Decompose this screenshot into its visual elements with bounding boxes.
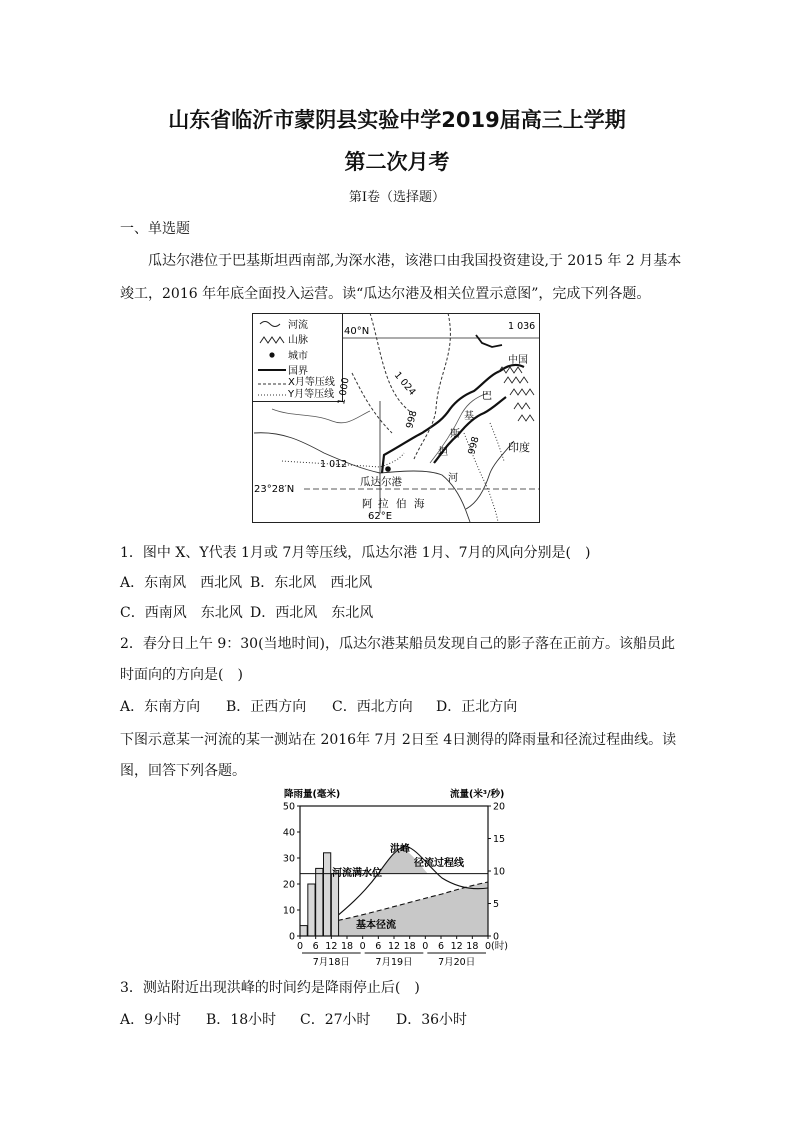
- legend-y-isobar: Y月等压线: [288, 389, 335, 400]
- passage1-line1: 瓜达尔港位于巴基斯坦西南部,为深水港，该港口由我国投资建设,于 2015 年 2 月基本: [148, 253, 682, 269]
- q1-option-d[interactable]: D．西北风 东北风: [250, 605, 374, 621]
- gwadar-port-marker: [385, 466, 391, 472]
- rainfall-bar: [324, 853, 331, 936]
- q3-option-b[interactable]: B．18小时: [206, 1012, 277, 1028]
- label-sea-1: 阿: [362, 498, 373, 510]
- isobar-label-998b: 998: [466, 435, 482, 456]
- passage1-line2: 竣工，2016 年年底全面投入运营。读“瓜达尔港及相关位置示意图”，完成下列各题。: [120, 286, 651, 302]
- y-right-tick-label: 10: [493, 866, 506, 878]
- q3-option-d[interactable]: D．36小时: [396, 1012, 468, 1028]
- x-tick-label: 12: [325, 941, 338, 952]
- label-pakistan-4: 坦: [438, 447, 448, 458]
- q1-option-b[interactable]: B．东北风 西北风: [250, 575, 373, 591]
- map-figure: [252, 313, 540, 523]
- legend-border: 国界: [288, 366, 308, 377]
- label-india: 印度: [508, 441, 530, 454]
- isobar-label-1012: 1 012: [320, 459, 348, 470]
- city-icon: [269, 352, 274, 357]
- x-tick-label: 6: [437, 941, 445, 952]
- y-left-tick-label: 20: [282, 879, 295, 891]
- x-tick-label: 18: [340, 941, 354, 952]
- isobar-label-1000: 1 000: [336, 376, 352, 406]
- label-gwadar: 瓜达尔港: [360, 476, 402, 488]
- annotation-runoff-curve: 径流过程线: [414, 858, 464, 869]
- x-tick-label: 18: [466, 941, 479, 952]
- page-title-line1: 山东省临沂市蒙阴县实验中学2019届高三上学期: [168, 108, 626, 132]
- label-pakistan-1: 巴: [482, 391, 492, 402]
- isobar-label-1024: 1 024: [391, 369, 418, 398]
- x-tick-label: 12: [387, 941, 401, 952]
- x-tick-label: 6: [375, 941, 382, 952]
- x-tick-label: 18: [403, 941, 416, 952]
- section-heading: 一、单选题: [120, 221, 190, 237]
- y-left-tick-label: 50: [282, 801, 295, 813]
- question-1-stem: 1．图中 X、Y代表 1月或 7月等压线，瓜达尔港 1月、7月的风向分别是( ): [120, 545, 591, 561]
- y-left-tick-label: 30: [282, 853, 295, 865]
- legend-river: 河流: [288, 320, 308, 331]
- q2-option-a[interactable]: A．东南方向: [120, 699, 201, 715]
- x-tick-label: 0(时): [485, 941, 508, 952]
- y-right-tick-label: 0: [493, 931, 500, 943]
- legend-city: 城市: [288, 351, 308, 362]
- hydrograph-chart: [282, 786, 522, 972]
- x-tick-label: 6: [312, 941, 319, 952]
- legend-mountain: 山脉: [288, 335, 308, 346]
- label-sea-3: 伯: [396, 498, 407, 510]
- annotation-flood-peak: 洪峰: [390, 844, 410, 855]
- question-2-stem-line1: 2．春分日上午 9：30(当地时间)，瓜达尔港某船员发现自己的影子落在正前方。该船员此: [120, 636, 676, 652]
- y-left-tick-label: 40: [282, 827, 295, 839]
- rainfall-bar: [331, 874, 338, 936]
- q1-option-a[interactable]: A．东南风 西北风: [120, 575, 243, 591]
- x-tick-label: 12: [450, 941, 463, 952]
- label-pakistan-3: 斯: [450, 429, 460, 440]
- section-subtitle: 第Ⅰ卷（选择题）: [348, 190, 446, 205]
- y-right-tick-label: 5: [493, 899, 500, 910]
- y-axis-left-label: 降雨量(毫米): [284, 789, 341, 800]
- rainfall-bars: [300, 853, 339, 936]
- q3-option-c[interactable]: C．27小时: [300, 1012, 371, 1028]
- passage2-line2: 图，回答下列各题。: [120, 763, 246, 779]
- rainfall-bar: [308, 884, 315, 936]
- x-tick-label: 0: [359, 941, 366, 952]
- y-right-tick-label: 15: [493, 834, 506, 845]
- x-tick-label: 0: [422, 941, 429, 952]
- baseflow-area: [330, 882, 488, 936]
- legend-x-isobar: X月等压线: [288, 377, 335, 388]
- page-title-line2: 第二次月考: [344, 150, 450, 174]
- rainfall-bar: [316, 868, 323, 936]
- q3-option-a[interactable]: A．9小时: [120, 1012, 182, 1028]
- annotation-full-bank: 河流满水位: [332, 868, 382, 879]
- day-label: 7月18日: [312, 957, 350, 968]
- label-pakistan-2: 基: [464, 411, 474, 422]
- annotation-baseflow: 基本径流: [356, 920, 396, 931]
- lat-23-label: 23°28′N: [254, 484, 295, 495]
- x-tick-label: 0: [296, 941, 304, 952]
- isobar-label-1036: 1 036: [508, 321, 536, 332]
- y-axis-right-label: 流量(米³/秒): [450, 789, 505, 800]
- isobar-label-998a: 998: [404, 409, 420, 430]
- question-3-stem: 3．测站附近出现洪峰的时间约是降雨停止后( ): [120, 980, 420, 996]
- day-label: 7月19日: [375, 957, 413, 968]
- y-left-tick-label: 0: [288, 931, 295, 943]
- question-2-stem-line2: 时面向的方向是( ): [120, 667, 243, 683]
- lat-40-label: 40°N: [344, 326, 370, 337]
- rainfall-bar: [300, 926, 307, 936]
- label-sea-2: 拉: [378, 498, 389, 510]
- label-sea-4: 海: [414, 498, 425, 510]
- lon-62-label: 62°E: [368, 511, 393, 522]
- q1-option-c[interactable]: C．西南风 东北风: [120, 605, 243, 621]
- q2-option-d[interactable]: D．正北方向: [436, 699, 518, 715]
- y-right-tick-label: 20: [493, 801, 506, 813]
- q2-option-c[interactable]: C．西北方向: [332, 699, 413, 715]
- day-label: 7月20日: [438, 957, 476, 968]
- passage2-line1: 下图示意某一河流的某一测站在 2016年 7月 2日至 4日测得的降雨量和径流过程曲线。读: [120, 732, 677, 748]
- label-china: 中国: [508, 355, 528, 366]
- q2-option-b[interactable]: B．正西方向: [226, 699, 307, 715]
- label-river: 河: [448, 473, 458, 484]
- y-left-tick-label: 10: [282, 905, 295, 917]
